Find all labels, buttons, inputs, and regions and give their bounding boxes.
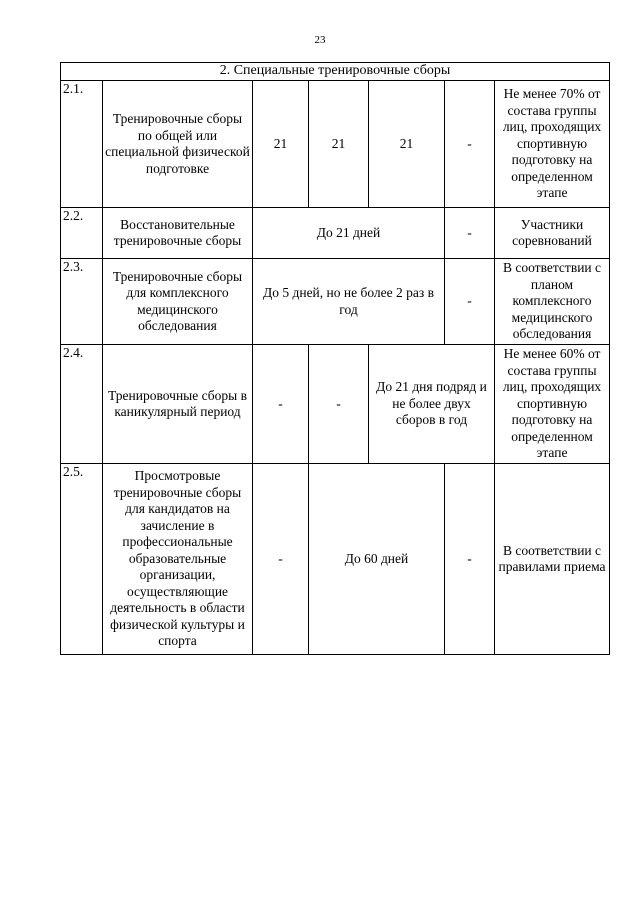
- camp-name: Восстановительные тренировочные сборы: [103, 208, 253, 259]
- page-number: 23: [314, 34, 326, 46]
- table-row: [61, 345, 610, 464]
- training-camps-table: [60, 62, 610, 655]
- section-title: 2. Специальные тренировочные сборы: [61, 63, 610, 81]
- cell-value: -: [253, 464, 309, 655]
- table-row: [61, 81, 610, 208]
- row-number: 2.3.: [61, 259, 103, 345]
- participants-note: Не менее 60% от состава группы лиц, проходящих спортивную подготовку на определенном этапе: [495, 345, 610, 464]
- cell-value: -: [309, 345, 369, 464]
- table-row: [61, 259, 610, 345]
- row-number: 2.4.: [61, 345, 103, 464]
- participants-note: В соответствии с правилами приема: [495, 464, 610, 655]
- cell-value: -: [445, 81, 495, 208]
- participants-note: В соответствии с планом комплексного медицинского обследования: [495, 259, 610, 345]
- participants-note: Участники соревнований: [495, 208, 610, 259]
- table-row: [61, 464, 610, 655]
- cell-span-value: До 5 дней, но не более 2 раз в год: [253, 259, 445, 345]
- row-number: 2.1.: [61, 81, 103, 208]
- row-number: 2.5.: [61, 464, 103, 655]
- row-number: 2.2.: [61, 208, 103, 259]
- cell-value: -: [253, 345, 309, 464]
- camp-name: Тренировочные сборы в каникулярный период: [103, 345, 253, 464]
- section-header-row: [61, 63, 610, 81]
- cell-span-value: До 21 дня подряд и не более двух сборов в год: [369, 345, 495, 464]
- cell-value: 21: [253, 81, 309, 208]
- cell-value: 21: [369, 81, 445, 208]
- cell-value: -: [445, 464, 495, 655]
- cell-value: 21: [309, 81, 369, 208]
- cell-value: -: [445, 259, 495, 345]
- camp-name: Просмотровые тренировочные сборы для кандидатов на зачисление в профессиональные образовательные организации, осуществляющие деятельность в области физической культуры и спорта: [103, 464, 253, 655]
- camp-name: Тренировочные сборы по общей или специальной физической подготовке: [103, 81, 253, 208]
- camp-name: Тренировочные сборы для комплексного медицинского обследования: [103, 259, 253, 345]
- table-row: [61, 208, 610, 259]
- participants-note: Не менее 70% от состава группы лиц, проходящих спортивную подготовку на определенном этапе: [495, 81, 610, 208]
- cell-span-value: До 21 дней: [253, 208, 445, 259]
- cell-span-value: До 60 дней: [309, 464, 445, 655]
- cell-value: -: [445, 208, 495, 259]
